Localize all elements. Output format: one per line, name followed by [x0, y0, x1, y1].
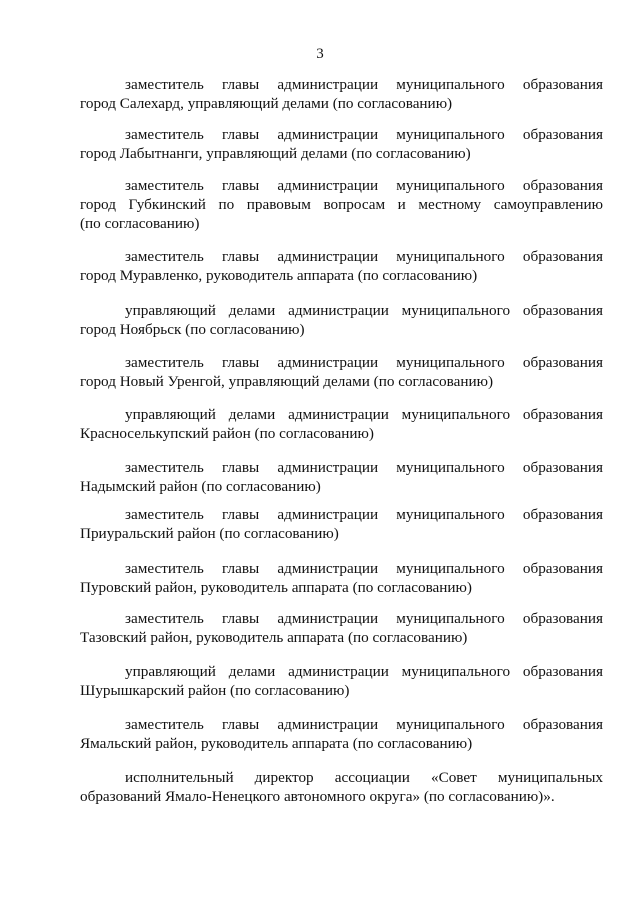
item-line: заместитель главы администрации муниципального образования	[125, 354, 603, 371]
item-line: заместитель главы администрации муниципального образования	[125, 560, 603, 577]
list-item	[80, 353, 603, 391]
item-line: Красноселькупский район (по согласованию)	[80, 425, 374, 442]
list-item	[80, 715, 603, 753]
item-line: город Ноябрьск (по согласованию)	[80, 321, 305, 338]
list-item	[80, 609, 603, 647]
item-line: (по согласованию)	[80, 215, 200, 232]
item-line: заместитель главы администрации муниципального образования	[125, 506, 603, 523]
item-line: Пуровский район, руководитель аппарата (по согласованию)	[80, 579, 472, 596]
item-line: образований Ямало-Ненецкого автономного округа» (по согласованию)».	[80, 788, 555, 805]
item-line: Тазовский район, руководитель аппарата (по согласованию)	[80, 629, 468, 646]
item-line: город Салехард, управляющий делами (по согласованию)	[80, 95, 453, 112]
item-line: город Губкинский по правовым вопросам и местному самоуправлению	[80, 196, 603, 213]
list-item	[80, 662, 603, 700]
item-line: Приуральский район (по согласованию)	[80, 525, 339, 542]
item-line: заместитель главы администрации муниципального образования	[125, 610, 603, 627]
list-item	[80, 768, 603, 806]
item-line: заместитель главы администрации муниципального образования	[125, 76, 603, 93]
item-line: заместитель главы администрации муниципального образования	[125, 459, 603, 476]
item-line: Надымский район (по согласованию)	[80, 478, 321, 495]
item-line: город Муравленко, руководитель аппарата (по согласованию)	[80, 267, 478, 284]
item-line: заместитель главы администрации муниципального образования	[125, 126, 603, 143]
list-item	[80, 75, 603, 113]
item-line: управляющий делами администрации муниципального образования	[125, 406, 603, 423]
item-line: город Лабытнанги, управляющий делами (по согласованию)	[80, 145, 471, 162]
list-item	[80, 505, 603, 543]
list-item	[80, 301, 603, 339]
list-item	[80, 559, 603, 597]
list-item	[80, 247, 603, 285]
item-line: управляющий делами администрации муниципального образования	[125, 663, 603, 680]
list-item	[80, 405, 603, 443]
item-line: исполнительный директор ассоциации «Совет муниципальных	[125, 769, 603, 786]
list-item	[80, 458, 603, 496]
item-line: заместитель главы администрации муниципального образования	[125, 177, 603, 194]
item-line: заместитель главы администрации муниципального образования	[125, 716, 603, 733]
page-number: 3	[316, 46, 324, 62]
item-line: управляющий делами администрации муниципального образования	[125, 302, 603, 319]
list-item	[80, 176, 603, 233]
item-line: заместитель главы администрации муниципального образования	[125, 248, 603, 265]
item-line: Шурышкарский район (по согласованию)	[80, 682, 350, 699]
item-line: Ямальский район, руководитель аппарата (по согласованию)	[80, 735, 473, 752]
list-item	[80, 125, 603, 163]
item-line: город Новый Уренгой, управляющий делами (по согласованию)	[80, 373, 494, 390]
